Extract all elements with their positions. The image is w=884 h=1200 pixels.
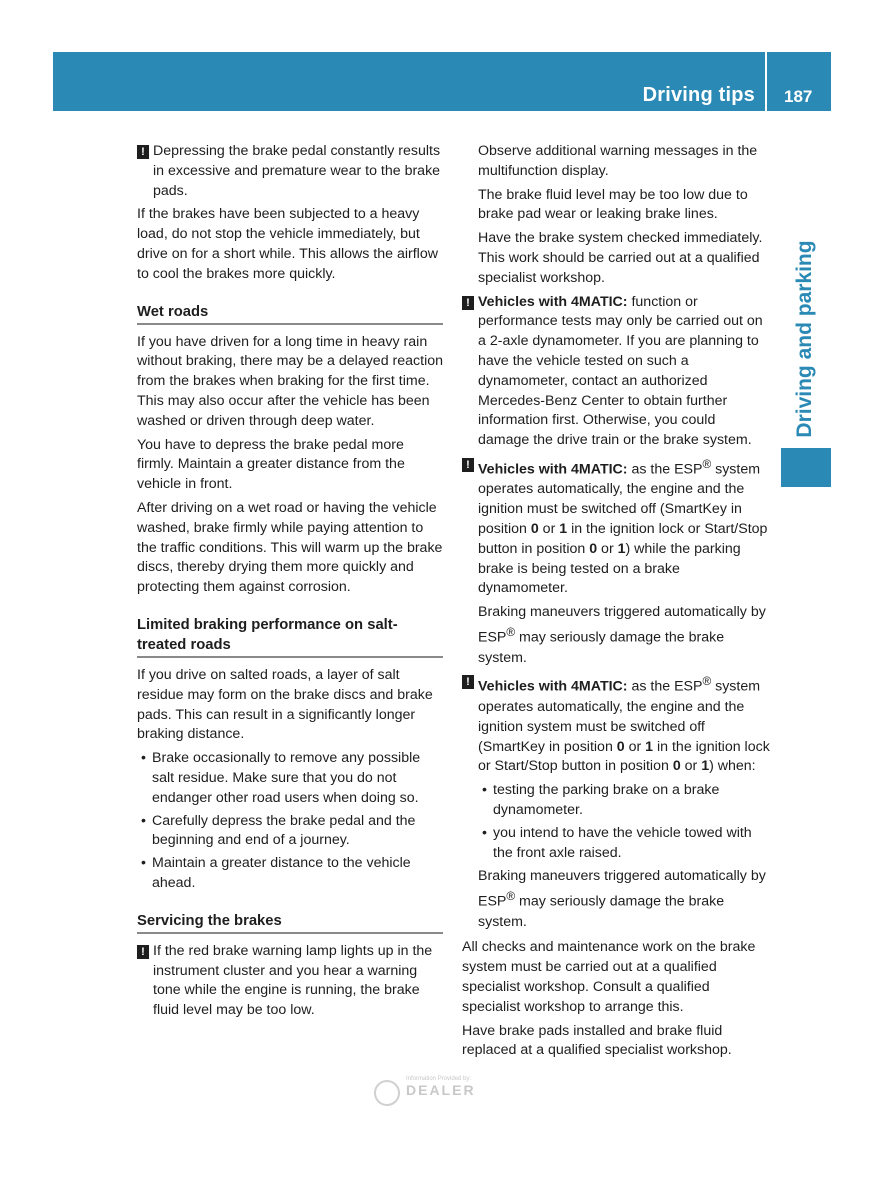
warning-lead: Vehicles with 4MATIC: — [478, 679, 628, 696]
text-run: system operates automatically, the engine and the ignition must be switched off (SmartKey in position — [478, 461, 761, 538]
list-item: • Carefully depress the brake pedal and the beginning and end of a journey. — [137, 812, 443, 852]
warning-text: If the red brake warning lamp lights up in the instrument cluster and you hear a warning tone while the engine is running, the brake fluid level may be too low. — [153, 942, 433, 1019]
position-value: 0 — [589, 540, 598, 557]
position-value: 1 — [701, 758, 710, 775]
text-run: Braking maneuvers triggered automatically by ESP — [478, 604, 766, 646]
warning-continuation — [462, 603, 770, 668]
left-column — [137, 142, 443, 1025]
header-bar — [53, 52, 765, 111]
section-heading-wet-roads: Wet roads — [137, 302, 443, 325]
paragraph: Have the brake system checked immediately. This work should be carried out at a qualified specialist workshop. — [478, 230, 763, 286]
paragraph: The brake fluid level may be too low due to brake pad wear or leaking brake lines. — [478, 186, 748, 223]
watermark-caption: Information Provided by: — [406, 1076, 472, 1082]
position-value: 1 — [645, 738, 654, 755]
paragraph — [478, 867, 770, 932]
warning-continuation — [462, 781, 770, 932]
side-tab — [793, 238, 817, 440]
paragraph: After driving on a wet road or having the vehicle washed, brake firmly while paying attention to the traffic conditions. This will warm up the brake discs, thereby drying them more quickly and protecting them against corrosion. — [137, 499, 443, 596]
text-run: Braking maneuvers triggered automatically by ESP — [478, 868, 766, 910]
paragraph: Have brake pads installed and brake fluid replaced at a qualified specialist workshop. — [462, 1022, 732, 1059]
paragraph: If you have driven for a long time in heavy rain without braking, there may be a delayed reaction from the brakes when braking for the first time. This may also occur after the vehicle has been washed or driven through deep water. — [137, 333, 444, 429]
dealer-watermark — [372, 1072, 504, 1108]
warning-note-4matic-dynamometer — [462, 293, 770, 451]
warning-icon: ! — [137, 145, 149, 159]
text-run: ) while the parking brake is being tested on a brake dynamometer. — [478, 540, 741, 597]
text-run: or — [680, 758, 702, 775]
list-item: • Brake occasionally to remove any possible salt residue. Make sure that you do not endanger other road users when doing so. — [137, 749, 443, 808]
text-run: system operates automatically, the engine and the ignition system must be switched off (SmartKey in position — [478, 679, 761, 755]
paragraph — [478, 603, 770, 668]
warning-icon: ! — [137, 945, 149, 959]
paragraph: If you drive on salted roads, a layer of salt residue may form on the brake discs and brake pads. This can result in a significantly longer braking distance. — [137, 666, 433, 743]
towing-bullet-list — [478, 781, 770, 863]
warning-icon: ! — [462, 296, 474, 310]
section-heading-servicing: Servicing the brakes — [137, 911, 443, 934]
list-item: • you intend to have the vehicle towed with the front axle raised. — [478, 824, 770, 864]
registered-mark: ® — [506, 625, 516, 640]
watermark-brand: DEALER — [406, 1082, 476, 1098]
page-number-box — [767, 52, 831, 111]
registered-mark: ® — [506, 889, 516, 904]
text-run: or — [624, 738, 646, 755]
text-run: or — [538, 521, 560, 538]
text-run: in the ignition lock or Start/Stop button in position — [478, 738, 770, 775]
registered-mark: ® — [702, 456, 712, 471]
warning-icon: ! — [462, 675, 474, 689]
page-section-title: Driving tips — [642, 84, 755, 106]
position-value: 0 — [530, 521, 539, 538]
salt-bullet-list — [137, 749, 443, 894]
warning-note-4matic-towing — [462, 672, 770, 777]
paragraph: Observe additional warning messages in the multifunction display. — [478, 143, 758, 179]
position-value: 1 — [559, 521, 568, 538]
text-run: ) when: — [709, 758, 756, 775]
side-tab-label: Driving and parking — [793, 240, 816, 438]
dealer-logo-icon — [374, 1080, 400, 1106]
list-item: • testing the parking brake on a brake dynamometer. — [478, 781, 770, 821]
side-tab-marker — [781, 448, 831, 487]
position-value: 0 — [616, 738, 625, 755]
registered-mark: ® — [702, 674, 712, 689]
right-column — [462, 142, 770, 1065]
warning-lead: Vehicles with 4MATIC: — [478, 461, 628, 478]
list-item: • Maintain a greater distance to the vehicle ahead. — [137, 854, 443, 894]
warning-note-4matic-parking-brake — [462, 455, 770, 599]
warning-note — [137, 142, 443, 201]
text-run: in the ignition lock or Start/Stop button in position — [478, 521, 768, 557]
section-heading-salt-roads: Limited braking performance on salt-treated roads — [137, 615, 443, 658]
warning-icon: ! — [462, 458, 474, 472]
warning-text: function or performance tests may only be carried out on a 2-axle dynamometer. If you are planning to have the vehicle tested on such a dynamometer, contact an authorized Mercedes-Benz Center to obtain further information first. Otherwise, you could damage the drive train or the brake system. — [478, 293, 763, 449]
page-number: 187 — [784, 87, 813, 106]
position-value: 1 — [617, 540, 626, 557]
text-run: as the ESP — [627, 461, 703, 478]
warning-lead: Vehicles with 4MATIC: — [478, 293, 628, 310]
warning-continuation — [462, 142, 770, 289]
warning-text: Depressing the brake pedal constantly results in excessive and premature wear to the brake pads. — [153, 143, 441, 199]
paragraph: You have to depress the brake pedal more firmly. Maintain a greater distance from the vehicle in front. — [137, 436, 405, 493]
paragraph: All checks and maintenance work on the brake system must be carried out at a qualified specialist workshop. Consult a qualified specialist workshop to arrange this. — [462, 939, 756, 1015]
warning-note — [137, 942, 443, 1021]
text-run: as the ESP — [627, 679, 703, 696]
position-value: 0 — [672, 758, 681, 775]
text-run: may seriously damage the brake system. — [478, 629, 725, 666]
text-run: or — [597, 540, 618, 557]
text-run: may seriously damage the brake system. — [478, 893, 725, 930]
paragraph: If the brakes have been subjected to a heavy load, do not stop the vehicle immediately, but drive on for a short while. This allows the airflow to cool the brakes more quickly. — [137, 206, 438, 282]
